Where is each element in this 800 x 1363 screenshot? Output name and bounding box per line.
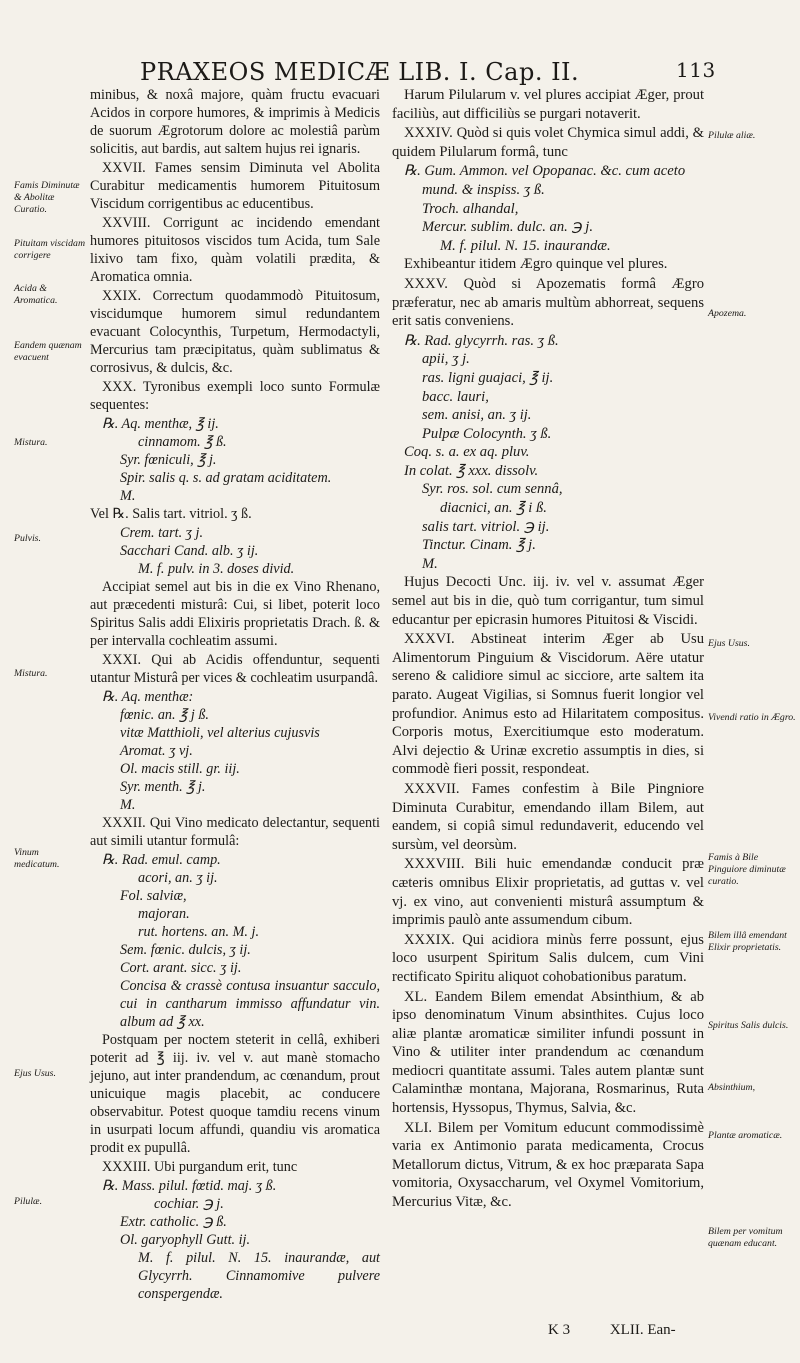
margin-note-right: Famis à Bile Pinguiore diminutæ curatio.	[708, 852, 786, 887]
margin-note-left: Pituitam viscidam corrigere	[14, 238, 86, 261]
page-footer	[548, 1322, 676, 1339]
paragraph: Vel ℞. Salis tart. vitriol. ʒ ß.	[90, 506, 252, 522]
recipe-line: Syr. fœniculi, ℥ j.	[120, 452, 217, 468]
margin-note-left: Vinum medicatum.	[14, 847, 60, 870]
recipe-line: ℞. Aq. menthæ:	[102, 689, 194, 705]
recipe-line: ras. ligni guajaci, ℥ ij.	[422, 369, 554, 386]
recipe-line: salis tart. vitriol. ℈ ij.	[422, 518, 550, 535]
paragraph: XXXI. Qui ab Acidis offenduntur, sequenti utantur Misturâ per vices & cochleatim usurpandâ.	[90, 652, 380, 686]
recipe-line: ℞. Rad. emul. camp.	[102, 852, 221, 868]
recipe-line: Concisa & crassè contusa insuantur sacculo, cui in cantharum immisso affundatur vin. album ad ℥ xx.	[120, 978, 380, 1030]
recipe-line: Pulpæ Colocynth. ʒ ß.	[422, 425, 552, 442]
paragraph: XL. Eandem Bilem emendat Absinthium, & ab ipso denominatum Vinum absinthites. Cujus loco aliæ plantæ aromaticæ similiter infundi possunt in Vino & utiliter inter prandendum ac cœnandum mediocri quantitate assumi. Tales autem plantæ sunt Calaminthæ montana, Majorana, Rosmarinus, Ruta hortensis, Hyssopus, Thymus, Salvia, &c.	[392, 988, 704, 1117]
recipe-line: Tinctur. Cinam. ℥ j.	[422, 537, 536, 554]
paragraph: XXXVIII. Bili huic emendandæ conducit præ cæteris omnibus Elixir proprietatis, ad guttas v. vel vj. ex vino, aut convenienti misturâ assumptum & imprimis paulò ante assumendum cibum.	[392, 856, 704, 929]
margin-note-right: Ejus Usus.	[708, 638, 750, 649]
running-header	[140, 58, 780, 86]
recipe-line: Mercur. sublim. dulc. an. ℈ j.	[422, 219, 593, 236]
recipe-formula	[102, 415, 380, 505]
right-column	[392, 86, 704, 1213]
recipe-line: M. f. pilul. N. 15. inaurandæ, aut Glycyrrh. Cinnamomive pulvere conspergendæ.	[138, 1250, 380, 1302]
recipe-formula	[102, 1177, 380, 1303]
signature-mark: K 3	[548, 1322, 571, 1338]
recipe-line: fœnic. an. ℥ j ß.	[120, 707, 209, 723]
left-column	[90, 86, 380, 1303]
paragraph: XXVII. Fames sensim Diminuta vel Abolita Curabitur medicamentis humorem Pituitosum Viscidum corrigentibus ac educentibus.	[90, 160, 380, 212]
recipe-line: ℞. Mass. pilul. fœtid. maj. ʒ ß.	[102, 1178, 277, 1194]
recipe-line: M.	[120, 488, 136, 504]
catchword: XLII. Ean-	[609, 1322, 676, 1338]
margin-note-left: Pulvis.	[14, 533, 41, 544]
paragraph: XXXVI. Abstineat interim Æger ab Usu Alimentorum Pinguium & Viscidorum. Aëre utatur sereno & calidiore simul ac sicciore, arte saltem ita parato. Augeat Vigilias, si Somnus fuerit longior vel profundior. Animus esto ad Hilaritatem compositus. Corporis motus, Exercitiumque esto moderatum. Alvi dejectio & Urinæ excretio assumptis in dies, si commodè fieri possit, respondeat.	[392, 631, 704, 778]
recipe-line: M.	[120, 797, 136, 813]
paragraph: XXX. Tyronibus exempli loco sunto Formulæ sequentes:	[90, 379, 380, 413]
recipe-line: Extr. catholic. ℈ ß.	[120, 1214, 227, 1230]
margin-note-left: Eandem quænam evacuent	[14, 340, 82, 363]
recipe-line: cochiar. ℈ j.	[154, 1196, 224, 1212]
recipe-line: bacc. lauri,	[422, 388, 489, 405]
margin-note-left: Famis Diminutæ & Abolitæ Curatio.	[14, 180, 80, 215]
recipe-line: Ol. garyophyll Gutt. ij.	[120, 1232, 251, 1248]
recipe-line: Syr. menth. ℥ j.	[120, 779, 206, 795]
recipe-line: Aromat. ʒ vj.	[120, 743, 193, 759]
paragraph: XXXV. Quòd si Apozematis formâ Ægro præferatur, nec ab amaris multùm abhorreat, sequens erit satis conveniens.	[392, 275, 704, 330]
recipe-line: Ol. macis still. gr. iij.	[120, 761, 240, 777]
recipe-line: M. f. pilul. N. 15. inaurandæ.	[440, 237, 611, 254]
paragraph: XXXIV. Quòd si quis volet Chymica simul addi, & quidem Pilularum formâ, tunc	[392, 125, 704, 160]
paragraph: XLI. Bilem per Vomitum educunt commodissimè varia ex Antimonio parata medicamenta, Crocus Metallorum dictus, Vitrum, & ex hoc præparata Sapa vomitoria, Oxysaccharum, vel Oxymel Vomitorium, Mercurius Vitæ, &c.	[392, 1119, 704, 1211]
recipe-line: diacnici, an. ℥ i ß.	[440, 500, 547, 517]
recipe-formula	[102, 688, 380, 814]
margin-note-left: Mistura.	[14, 668, 48, 679]
recipe-line: Fol. salviæ,	[120, 888, 187, 904]
recipe-line: Sem. fœnic. dulcis, ʒ ij.	[120, 942, 251, 958]
paragraph: Postquam per noctem steterit in cellâ, exhiberi poterit ad ℥ iij. iv. vel v. aut manè stomacho jejuno, aut inter prandendum, ac cœnandum, prout unicuique magis placebit, ac conducere observabitur. Potest quoque tamdiu recens vinum in usurpati locum affundi, quandiu vis aromatica prodit ex pupullâ.	[90, 1032, 380, 1156]
recipe-line: ℞. Rad. glycyrrh. ras. ʒ ß.	[404, 332, 559, 349]
recipe-line: Sacchari Cand. alb. ʒ ij.	[120, 543, 259, 559]
recipe-line: M.	[422, 555, 438, 572]
margin-note-right: Plantæ aromaticæ.	[708, 1130, 783, 1141]
paragraph: XXXIII. Ubi purgandum erit, tunc	[102, 1159, 298, 1175]
paragraph: Accipiat semel aut bis in die ex Vino Rhenano, aut præcedenti misturâ: Cui, si libet, poterit loco Spiritus Salis addi Elixiris proprietatis Drach. ß. & per intervalla cochleatim assumi.	[90, 579, 380, 649]
running-title: PRAXEOS MEDICÆ LIB. I. Cap. II.	[140, 58, 580, 86]
paragraph: XXXIX. Qui acidiora minùs ferre possunt, ejus loco usurpent Spiritum Salis dulcem, cum Vini rectificato Spiritu aliquot cohobationibus paratum.	[392, 931, 704, 985]
margin-note-left: Pilulæ.	[14, 1196, 43, 1207]
paragraph: Harum Pilularum v. vel plures accipiat Æger, prout faciliùs, aut difficiliùs se purgari notaverit.	[392, 87, 704, 122]
recipe-line: Syr. ros. sol. cum sennâ,	[422, 481, 563, 498]
recipe-line: cinnamom. ℥ ß.	[138, 434, 227, 450]
recipe-formula	[102, 524, 380, 578]
margin-note-right: Vivendi ratio in Ægro.	[708, 712, 796, 723]
recipe-formula	[404, 332, 704, 574]
paragraph: XXIX. Correctum quodammodò Pituitosum, viscidumque humorem simul redundantem evacuant Colocynthis, Turpetum, Hermodactyli, Mercurius tam præcipitatus, quàm sublimatus & corrosivus, & dulcis, &c.	[90, 288, 380, 376]
margin-note-right: Bilem per vomitum quænam educant.	[708, 1226, 783, 1249]
recipe-line: ℞. Aq. menthæ, ℥ ij.	[102, 416, 219, 432]
paragraph: XXXII. Qui Vino medicato delectantur, sequenti aut simili utantur formulâ:	[90, 815, 380, 849]
recipe-line: ℞. Gum. Ammon. vel Opopanac. &c. cum aceto	[404, 163, 686, 180]
recipe-line: majoran.	[138, 906, 190, 922]
paragraph: XXVIII. Corrigunt ac incidendo emendant humores pituitosos viscidos tum Acida, tum Sale lixivo tam fixo, quàm volatili prædita, & Aromatica omnia.	[90, 215, 380, 285]
recipe-line: Spir. salis q. s. ad gratam aciditatem.	[120, 470, 332, 486]
margin-note-right: Absinthium,	[708, 1082, 756, 1093]
recipe-line: acori, an. ʒ ij.	[138, 870, 218, 886]
margin-note-right: Pilulæ aliæ.	[708, 130, 756, 141]
recipe-line: Crem. tart. ʒ j.	[120, 525, 204, 541]
recipe-line: Cort. arant. sicc. ʒ ij.	[120, 960, 242, 976]
margin-note-left: Mistura.	[14, 437, 48, 448]
paragraph: minibus, & noxâ majore, quàm fructu evacuari Acidos in corpore humores, & imprimis à Medicis de suorum Ægrotorum dolore ac molestiâ parùm solicitis, aut bardis, aut saltem hujus rei ignaris.	[90, 87, 380, 157]
recipe-line: apii, ʒ j.	[422, 351, 470, 368]
recipe-line: M. f. pulv. in 3. doses divid.	[138, 561, 295, 577]
recipe-formula	[102, 851, 380, 1031]
paragraph: Exhibeantur itidem Ægro quinque vel plures.	[404, 256, 668, 273]
margin-note-right: Spiritus Salis dulcis.	[708, 1020, 789, 1031]
recipe-line: Coq. s. a. ex aq. pluv.	[404, 444, 530, 461]
recipe-line: In colat. ℥ xxx. dissolv.	[404, 462, 539, 479]
recipe-line: mund. & inspiss. ʒ ß.	[422, 181, 545, 198]
margin-note-right: Apozema.	[708, 308, 747, 319]
paragraph: Hujus Decocti Unc. iij. iv. vel v. assumat Æger semel aut bis in die, quò tum corrigantur, tum simul educantur per epicrasin humores Pituitosi & Viscidi.	[392, 574, 704, 628]
page-number: 113	[676, 58, 716, 82]
recipe-line: sem. anisi, an. ʒ ij.	[422, 407, 532, 424]
paragraph: XXXVII. Fames confestim à Bile Pingniore Diminuta Curabitur, emendando illam Bilem, aut eandem, si copiâ simul redundaverit, educendo vel sursùm, vel deorsùm.	[392, 780, 704, 853]
margin-note-left: Acida & Aromatica.	[14, 283, 58, 306]
recipe-line: rut. hortens. an. M. j.	[138, 924, 259, 940]
recipe-formula	[404, 162, 704, 255]
recipe-line: Troch. alhandal,	[422, 200, 519, 217]
margin-note-left: Ejus Usus.	[14, 1068, 56, 1079]
margin-note-right: Bilem illâ emendant Elixir proprietatis.	[708, 930, 787, 953]
recipe-line: vitæ Matthioli, vel alterius cujusvis	[120, 725, 320, 741]
